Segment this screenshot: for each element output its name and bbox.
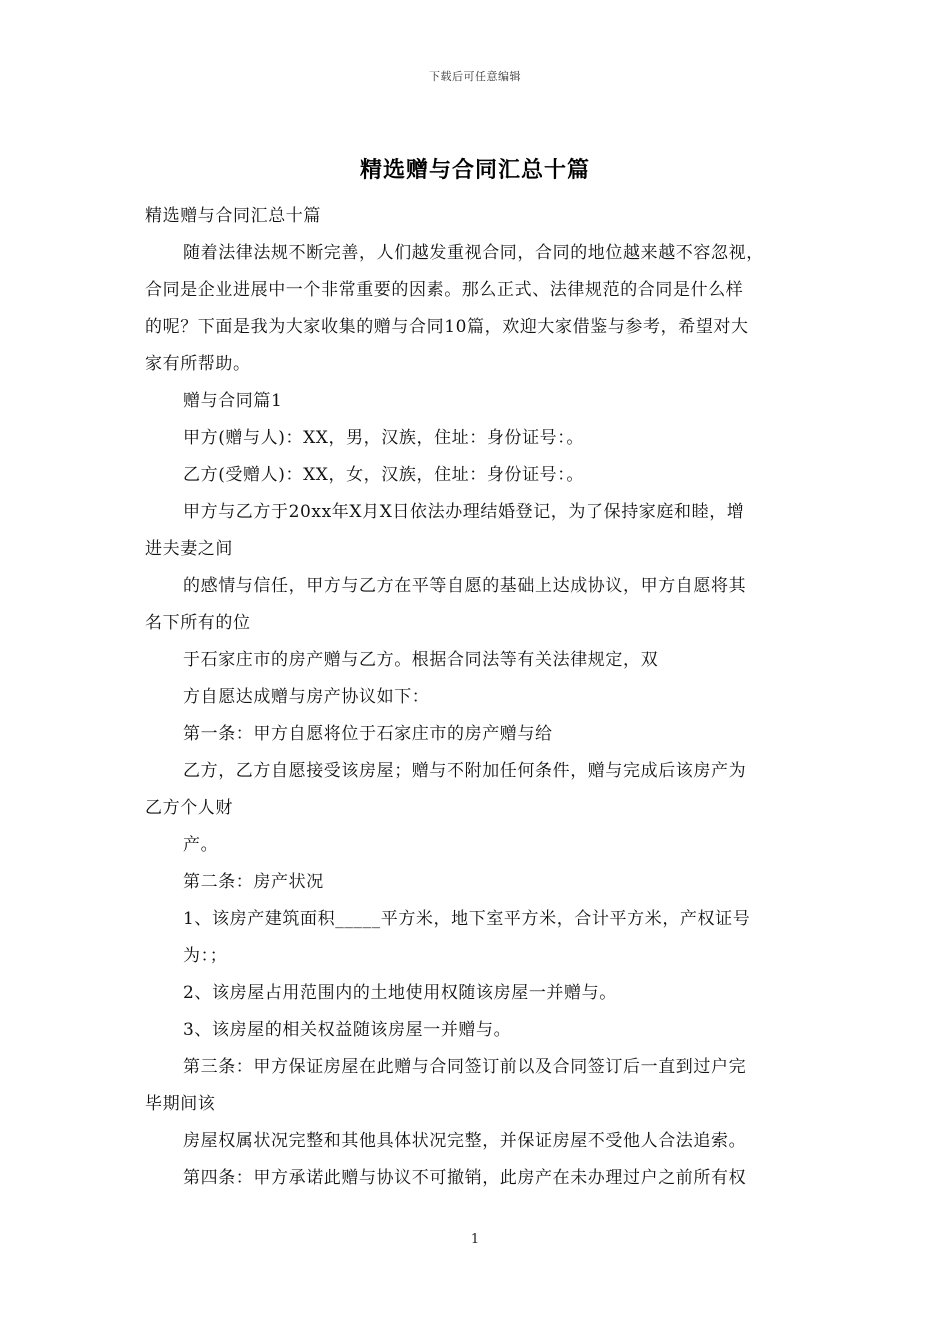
body-line: 方自愿达成赠与房产协议如下： [183, 687, 430, 707]
body-line: 毕期间该 [145, 1094, 216, 1114]
body-line: 进夫妻之间 [145, 539, 233, 559]
body-line: 1、该房产建筑面积_____平方米，地下室平方米，合计平方米，产权证号 [183, 909, 751, 929]
body-line: 合同是企业进展中一个非常重要的因素。那么正式、法律规范的合同是什么样 [145, 280, 744, 300]
body-line: 甲方与乙方于20xx年X月X日依法办理结婚登记，为了保持家庭和睦，增 [183, 502, 745, 522]
body-line: 于石家庄市的房产赠与乙方。根据合同法等有关法律规定，双 [183, 650, 659, 670]
body-line: 名下所有的位 [145, 613, 251, 633]
body-line: 第三条：甲方保证房屋在此赠与合同签订前以及合同签订后一直到过户完 [183, 1057, 747, 1077]
body-line: 乙方个人财 [145, 798, 233, 818]
body-line: 第二条：房产状况 [183, 872, 324, 892]
body-line: 随着法律法规不断完善，人们越发重视合同，合同的地位越来越不容忽视， [183, 243, 764, 263]
body-line: 家有所帮助。 [145, 354, 251, 374]
body-line: 精选赠与合同汇总十篇 [145, 206, 321, 226]
section-heading: 赠与合同篇1 [183, 391, 283, 411]
header-note: 下载后可任意编辑 [429, 70, 521, 83]
body-line: 乙方(受赠人)：XX，女，汉族，住址：身份证号：。 [183, 465, 584, 485]
body-line: 2、该房屋占用范围内的土地使用权随该房屋一并赠与。 [183, 983, 617, 1003]
page-number: 1 [470, 1232, 480, 1247]
body-line: 乙方，乙方自愿接受该房屋；赠与不附加任何条件，赠与完成后该房产为 [183, 761, 747, 781]
body-line: 甲方(赠与人)：XX，男，汉族，住址：身份证号：。 [183, 428, 584, 448]
body-line: 产。 [183, 835, 219, 855]
body-line: 的呢？下面是我为大家收集的赠与合同10篇，欢迎大家借鉴与参考，希望对大 [145, 317, 749, 337]
body-line: 3、该房屋的相关权益随该房屋一并赠与。 [183, 1020, 512, 1040]
body-line: 第四条：甲方承诺此赠与协议不可撤销，此房产在未办理过户之前所有权 [183, 1168, 747, 1188]
body-line: 第一条：甲方自愿将位于石家庄市的房产赠与给 [183, 724, 553, 744]
document-body [145, 198, 810, 1197]
body-line: 为：； [183, 946, 228, 966]
body-line: 房屋权属状况完整和其他具体状况完整，并保证房屋不受他人合法追索。 [183, 1131, 747, 1151]
document-title: 精选赠与合同汇总十篇 [359, 157, 590, 183]
body-line: 的感情与信任，甲方与乙方在平等自愿的基础上达成协议，甲方自愿将其 [183, 576, 747, 596]
